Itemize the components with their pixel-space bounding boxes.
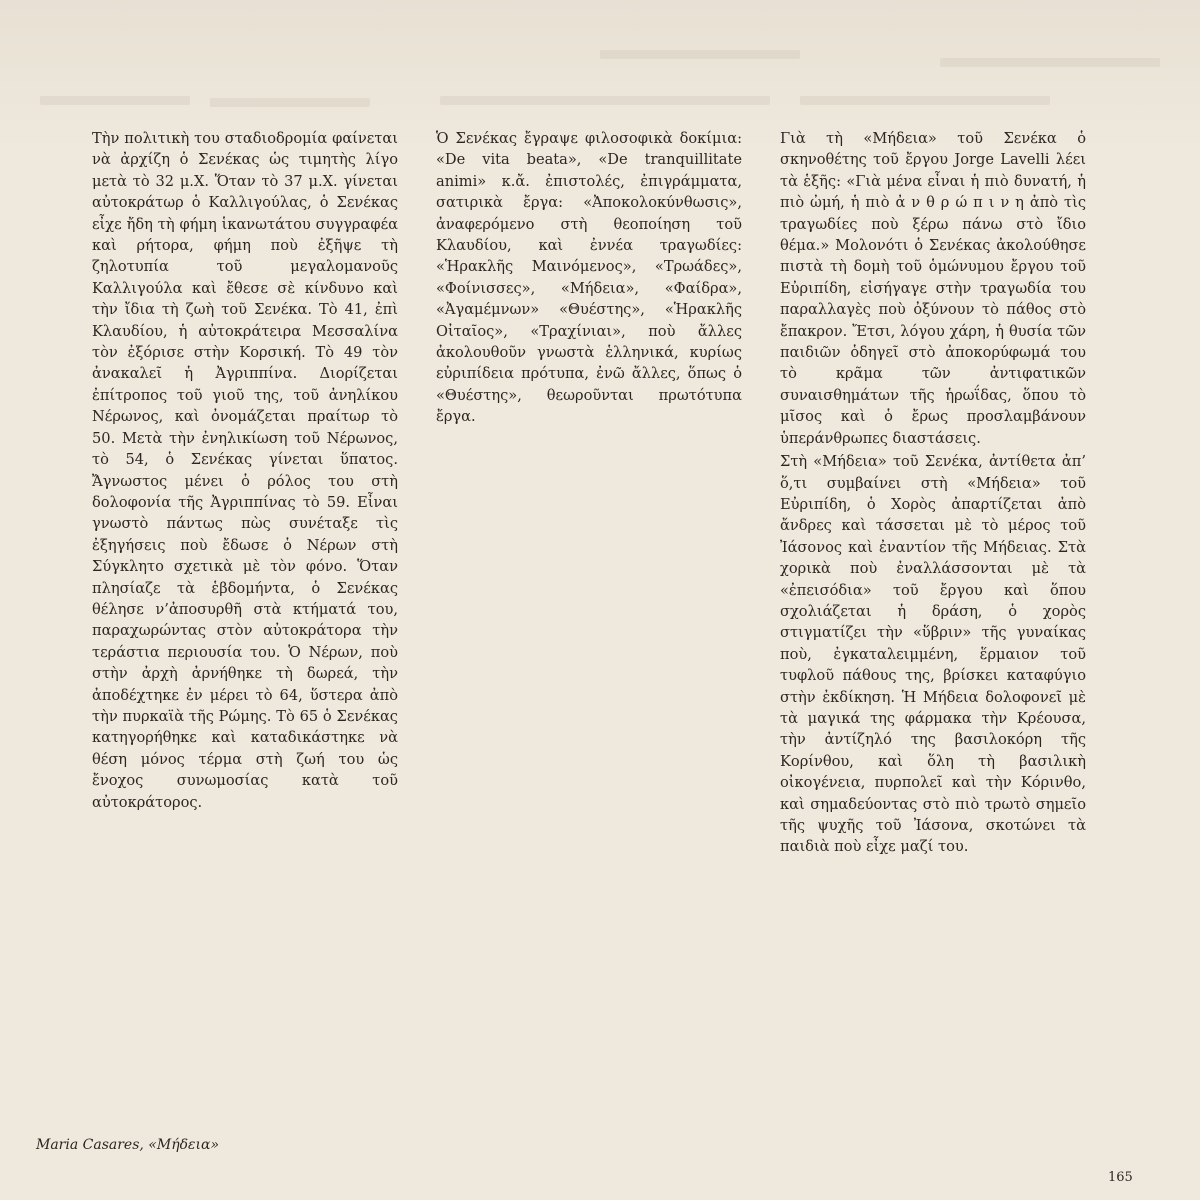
bleed-through-line	[800, 96, 1050, 105]
paragraph: Στὴ «Μήδεια» τοῦ Σενέκα, ἀντίθετα ἀπ’ ὅ,τι συμβαίνει στὴ «Μήδεια» τοῦ Εὐριπίδη, ὁ Χορὸς ἀπαρτίζεται ἀπὸ ἄνδρες καὶ τάσσεται μὲ τὸ μέρος τοῦ Ἰάσονος καὶ ἐναντίον τῆς Μήδειας. Στὰ χορικὰ ποὺ ἐναλλάσσονται μὲ τὰ «ἐπεισόδια» τοῦ ἔργου καὶ ὅπου σχολιάζεται ἡ δράση, ὁ χορὸς στιγματίζει τὴν «ὕβριν» τῆς γυναίκας ποὺ, ἐγκαταλειμμένη, ἕρμαιον τοῦ τυφλοῦ πάθους της, βρίσκει καταφύγιο στὴν ἐκδίκηση. Ἡ Μήδεια δολοφονεῖ μὲ τὰ μαγικά της φάρμακα τὴν Κρέουσα, τὴν ἀντίζηλό της βασιλοκόρη τῆς Κορίνθου, καὶ ὅλη τὴ βασιλικὴ οἰκογένεια, πυρπολεῖ καὶ τὴν Κόρινθο, καὶ σημαδεύοντας στὸ πιὸ τρωτὸ σημεῖο τῆς ψυχῆς τοῦ Ἰάσονα, σκοτώνει τὰ παιδιὰ ποὺ εἶχε μαζί του.	[780, 453, 1086, 856]
paragraph: Τὴν πολιτικὴ του σταδιοδρομία φαίνεται νὰ ἀρχίζη ὁ Σενέκας ὡς τιμητὴς λίγο μετὰ τὸ 32 μ.Χ. Ὅταν τὸ 37 μ.Χ. γίνεται αὐτοκράτωρ ὁ Καλλιγούλας, ὁ Σενέκας εἶχε ἤδη τὴ φήμη ἱκανωτάτου συγγραφέα καὶ ρήτορα, φήμη ποὺ ἐξῆψε τὴ ζηλοτυπία τοῦ μεγαλομανοῦς Καλλιγούλα καὶ ἔθεσε σὲ κίνδυνο καὶ τὴν ἴδια τὴ ζωὴ τοῦ Σενέκα. Τὸ 41, ἐπὶ Κλαυδίου, ἡ αὐτοκράτειρα Μεσσαλίνα τὸν ἐξόρισε στὴν Κορσική. Τὸ 49 τὸν ἀνακαλεῖ ἡ Ἀγριππίνα. Διορίζεται ἐπίτροπος τοῦ γιοῦ της, τοῦ ἀνηλίκου Νέρωνος, καὶ ὀνομάζεται πραίτωρ τὸ 50. Μετὰ τὴν ἐνηλικίωση τοῦ Νέρωνος, τὸ 54, ὁ Σενέκας γίνεται ὕπατος. Ἄγνωστος μένει ὁ ρόλος του στὴ δολοφονία τῆς Ἀγριππίνας τὸ 59. Εἶναι γνωστὸ πάντως πὼς συνέταξε τὶς ἐξηγήσεις ποὺ ἔδωσε ὁ Νέρων στὴ Σύγκλητο σχετικὰ μὲ τὸν φόνο. Ὅταν πλησίαζε τὰ ἑβδομήντα, ὁ Σενέκας θέλησε ν’ἀποσυρθῆ στὰ κτήματά του, παραχωρώντας στὸν αὐτοκράτορα τὴν τεράστια περιουσία του. Ὁ Νέρων, ποὺ στὴν ἀρχὴ ἀρνήθηκε τὴ δωρεά, τὴν ἀποδέχτηκε ἐν μέρει τὸ 64, ὕστερα ἀπὸ τὴν πυρκαϊὰ τῆς Ρώμης. Τὸ 65 ὁ Σενέκας κατηγορήθηκε καὶ καταδικάστηκε νὰ θέση μόνος τέρμα στὴ ζωή του ὡς ἔνοχος συνωμοσίας κατὰ τοῦ αὐτοκράτορος.	[92, 130, 398, 811]
photo-caption: Maria Casares, «Μήδεια»	[36, 1137, 220, 1153]
bleed-through-line	[940, 58, 1160, 67]
paragraph: Γιὰ τὴ «Μήδεια» τοῦ Σενέκα ὁ σκηνοθέτης τοῦ ἔργου Jorge Lavelli λέει τὰ ἑξῆς: «Γιὰ μένα εἶναι ἡ πιὸ δυνατή, ἡ πιὸ ὠμή, ἡ πιὸ ἀ ν θ ρ ώ π ι ν η ἀπὸ τὶς τραγωδίες ποὺ ξέρω πάνω στὸ ἴδιο θέμα.» Μολονότι ὁ Σενέκας ἀκολούθησε πιστὰ τὴ δομὴ τοῦ ὁμώνυμου ἔργου τοῦ Εὐριπίδη, εἰσήγαγε στὴν τραγωδία του παραλλαγὲς ποὺ ὀξύνουν τὸ πάθος στὸ ἔπακρον. Ἔτσι, λόγου χάρη, ἡ θυσία τῶν παιδιῶν ὁδηγεῖ στὸ ἀποκορύφωμά του τὸ κρᾶμα τῶν ἀντιφατικῶν συναισθημάτων τῆς ἡρωΐδας, ὅπου τὸ μῖσος καὶ ὁ ἔρως προσλαμβάνουν ὑπεράνθρωπες διαστάσεις.	[780, 130, 1086, 447]
text-column-1	[92, 128, 398, 813]
bleed-through-line	[600, 50, 800, 59]
bleed-through-line	[440, 96, 770, 105]
page-number: 165	[1108, 1170, 1133, 1185]
text-column-2	[436, 128, 742, 428]
bleed-through-line	[210, 98, 370, 107]
paragraph: Ὁ Σενέκας ἔγραψε φιλοσοφικὰ δοκίμια: «De vita beata», «De tranquillitate animi» κ.ἄ. ἐπιστολές, ἐπιγράμματα, σατιρικὰ ἔργα: «Ἀποκολοκύνθωσις», ἀναφερόμενο στὴ θεοποίηση τοῦ Κλαυδίου, καὶ ἐννέα τραγωδίες: «Ἡρακλῆς Μαινόμενος», «Τρωάδες», «Φοίνισσες», «Μήδεια», «Φαίδρα», «Ἀγαμέμνων» «Θυέστης», «Ἡρακλῆς Οἰταῖος», «Τραχίνιαι», ποὺ ἄλλες ἀκολουθοῦν γνωστὰ ἑλληνικά, κυρίως εὐριπίδεια πρότυπα, ἐνῶ ἄλλες, ὅπως ὁ «Θυέστης», θεωροῦνται πρωτότυπα ἔργα.	[436, 130, 742, 426]
bleed-through-line	[40, 96, 190, 105]
text-column-3	[780, 128, 1086, 858]
